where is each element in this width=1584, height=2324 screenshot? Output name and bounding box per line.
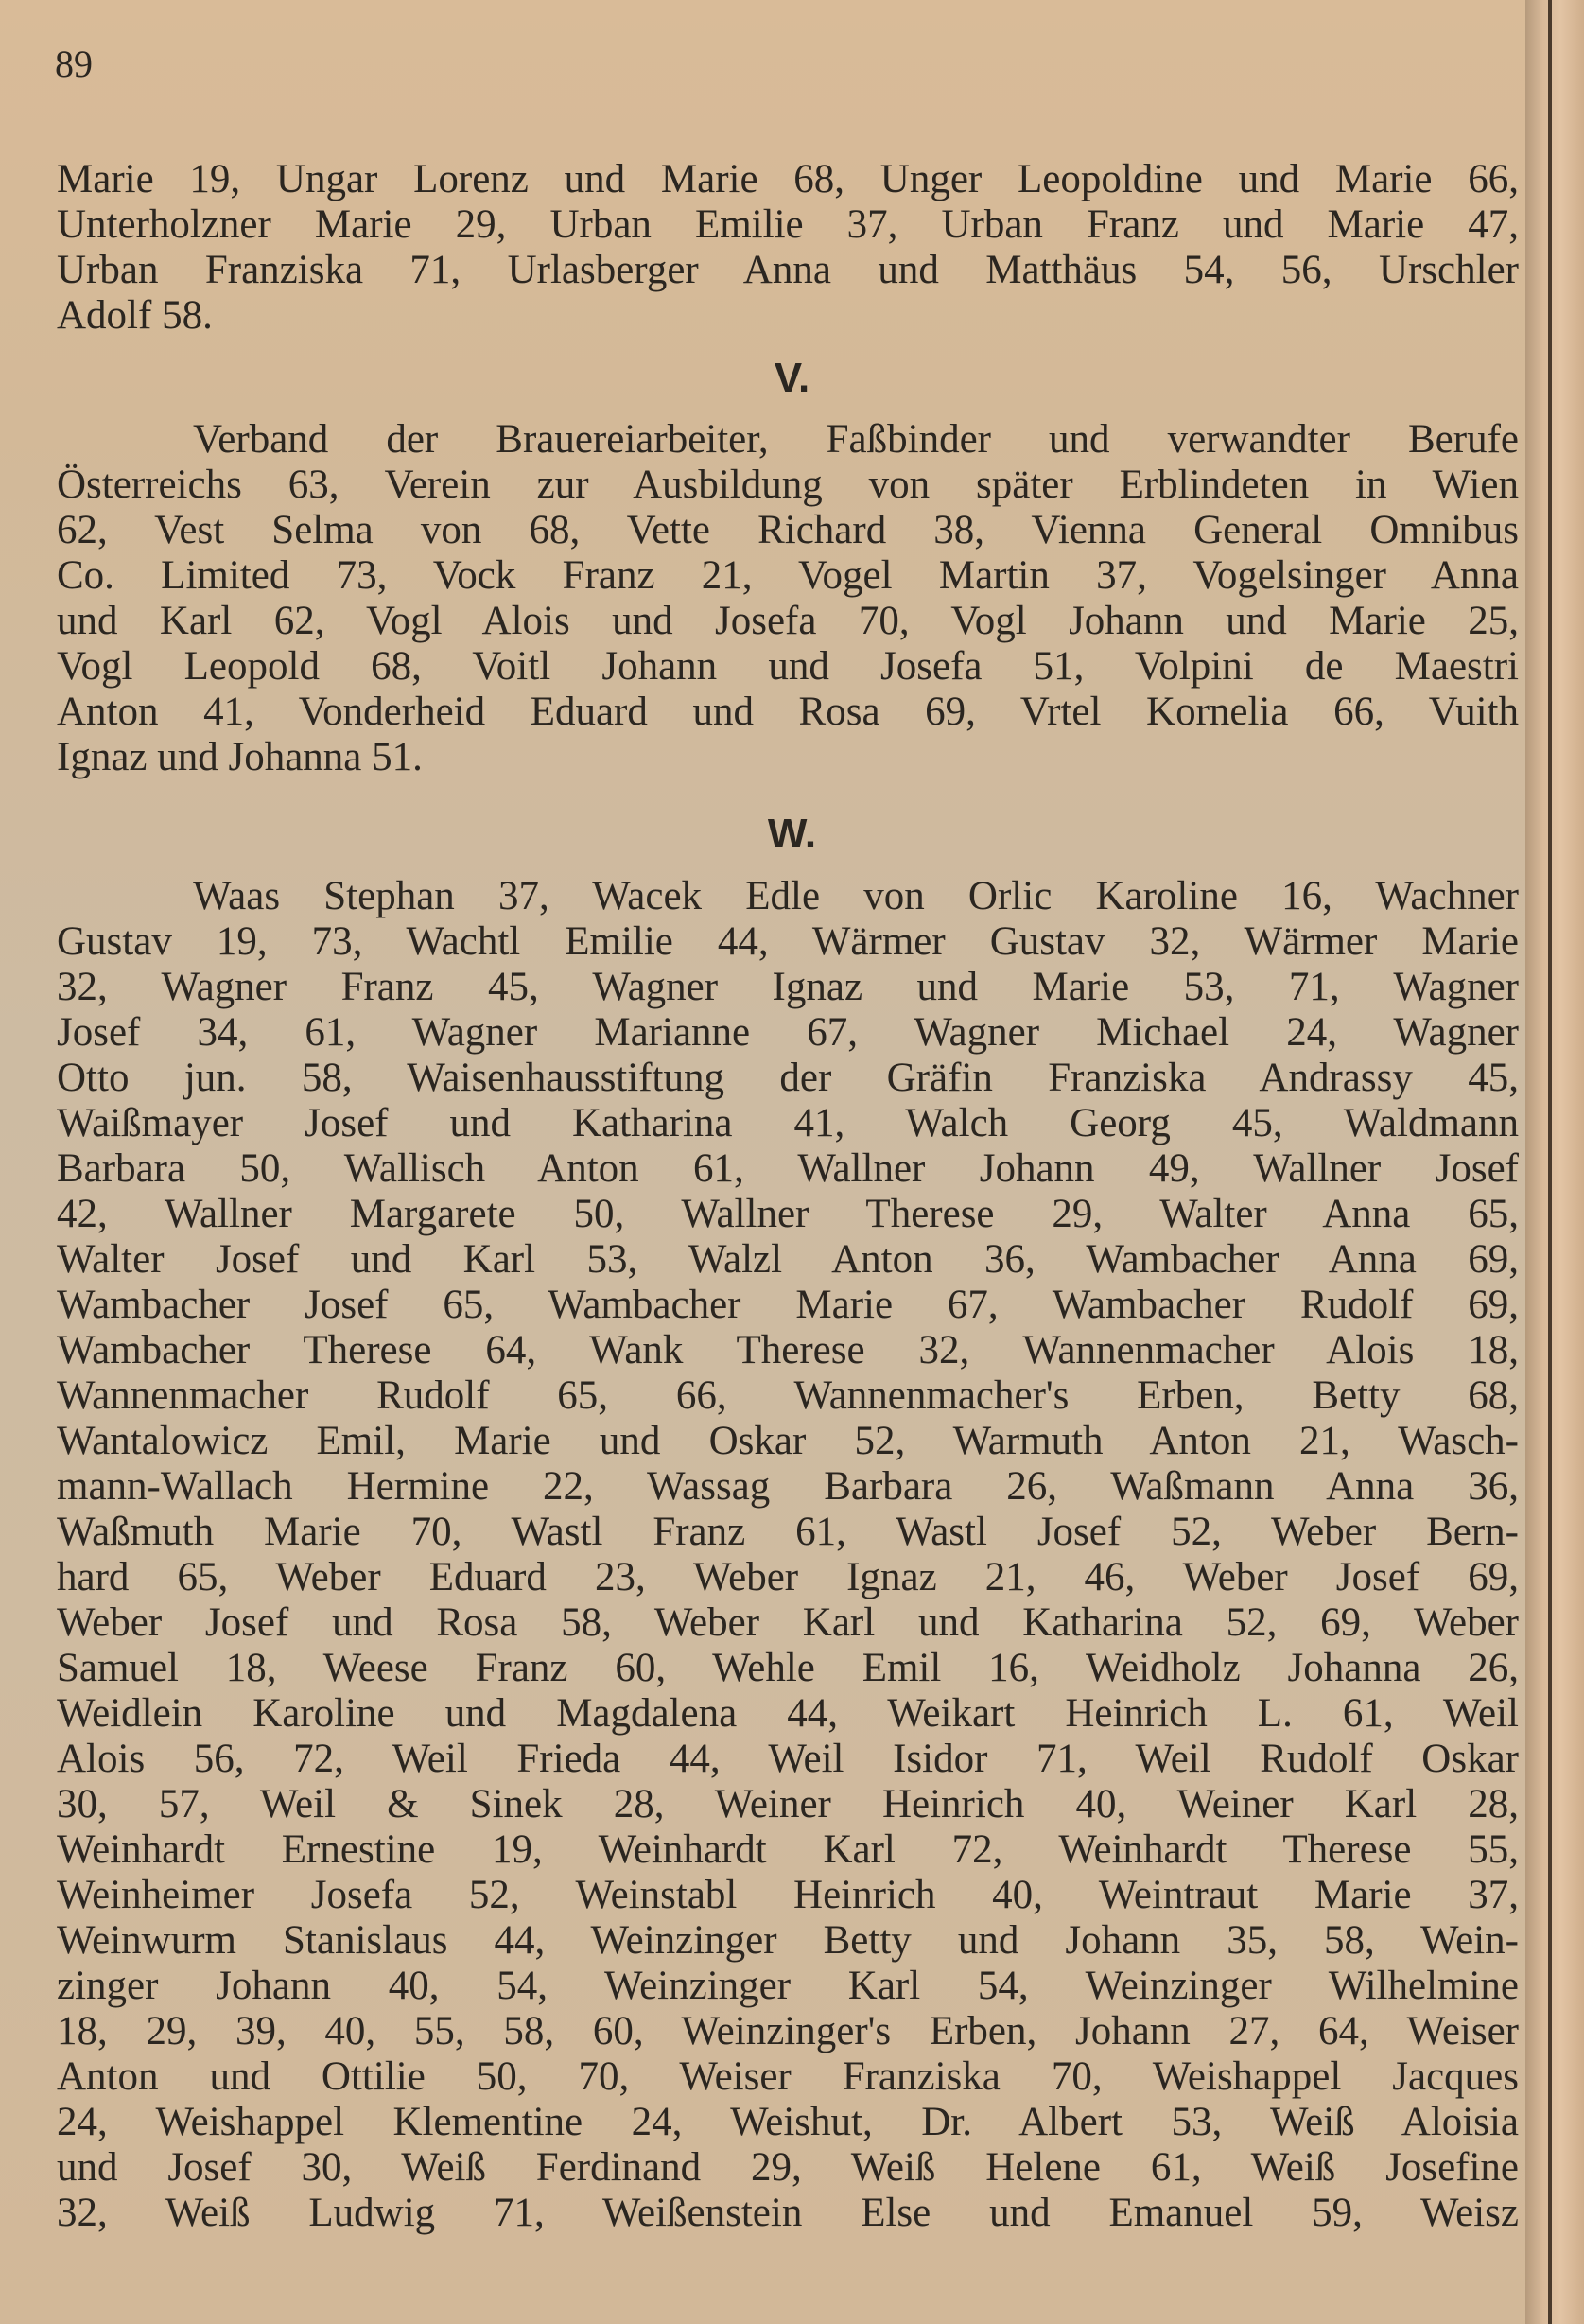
text-line: Anton und Ottilie 50, 70, Weiser Franziska 70, Weishappel Jacques — [57, 2054, 1519, 2099]
text-line: Josef 34, 61, Wagner Marianne 67, Wagner Michael 24, Wagner — [57, 1010, 1519, 1055]
page-edge — [1525, 0, 1584, 2324]
text-line: 24, Weishappel Klementine 24, Weishut, Dr. Albert 53, Weiß Aloisia — [57, 2100, 1519, 2144]
text-line: Adolf 58. — [57, 293, 213, 338]
text-line: Co. Limited 73, Vock Franz 21, Vogel Martin 37, Vogelsinger Anna — [57, 553, 1519, 598]
text-line: Wannenmacher Rudolf 65, 66, Wannenmacher's Erben, Betty 68, — [57, 1373, 1519, 1418]
text-line: Weinwurm Stanislaus 44, Weinzinger Betty und Johann 35, 58, Wein- — [57, 1918, 1519, 1963]
section-u-continuation — [57, 157, 1519, 339]
text-line: Waßmuth Marie 70, Wastl Franz 61, Wastl Josef 52, Weber Bern- — [57, 1510, 1519, 1554]
text-line: Waas Stephan 37, Wacek Edle von Orlic Karoline 16, Wachner — [193, 874, 1519, 918]
text-line: Walter Josef und Karl 53, Walzl Anton 36, Wambacher Anna 69, — [57, 1237, 1519, 1282]
section-v — [57, 417, 1519, 780]
text-line: Weinheimer Josefa 52, Weinstabl Heinrich 40, Weintraut Marie 37, — [57, 1873, 1519, 1917]
section-heading-v: V. — [774, 355, 810, 401]
section-heading-w: W. — [767, 811, 817, 857]
text-line: Alois 56, 72, Weil Frieda 44, Weil Isidor 71, Weil Rudolf Oskar — [57, 1737, 1519, 1781]
text-line: Samuel 18, Weese Franz 60, Wehle Emil 16, Weidholz Johanna 26, — [57, 1646, 1519, 1690]
text-line: 42, Wallner Margarete 50, Wallner Therese 29, Walter Anna 65, — [57, 1192, 1519, 1236]
text-line: Gustav 19, 73, Wachtl Emilie 44, Wärmer Gustav 32, Wärmer Marie — [57, 919, 1519, 964]
text-line: 18, 29, 39, 40, 55, 58, 60, Weinzinger's Erben, Johann 27, 64, Weiser — [57, 2009, 1519, 2053]
text-line: 62, Vest Selma von 68, Vette Richard 38, Vienna General Omnibus — [57, 508, 1519, 552]
text-line: Verband der Brauereiarbeiter, Faßbinder und verwandter Berufe — [193, 417, 1519, 462]
text-line: Weber Josef und Rosa 58, Weber Karl und Katharina 52, 69, Weber — [57, 1600, 1519, 1645]
text-line: Anton 41, Vonderheid Eduard und Rosa 69, Vrtel Kornelia 66, Vuith — [57, 690, 1519, 734]
text-line: 32, Weiß Ludwig 71, Weißenstein Else und Emanuel 59, Weisz — [57, 2191, 1519, 2235]
text-line: Ignaz und Johanna 51. — [57, 735, 423, 779]
text-line: Österreichs 63, Verein zur Ausbildung von später Erblindeten in Wien — [57, 463, 1519, 507]
text-line: Urban Franziska 71, Urlasberger Anna und Matthäus 54, 56, Urschler — [57, 248, 1519, 292]
text-line: Weinhardt Ernestine 19, Weinhardt Karl 72, Weinhardt Therese 55, — [57, 1827, 1519, 1872]
text-line: und Josef 30, Weiß Ferdinand 29, Weiß Helene 61, Weiß Josefine — [57, 2145, 1519, 2190]
text-line: hard 65, Weber Eduard 23, Weber Ignaz 21, 46, Weber Josef 69, — [57, 1555, 1519, 1599]
text-line: Unterholzner Marie 29, Urban Emilie 37, Urban Franz und Marie 47, — [57, 202, 1519, 247]
text-line: zinger Johann 40, 54, Weinzinger Karl 54, Weinzinger Wilhelmine — [57, 1964, 1519, 2008]
text-line: Otto jun. 58, Waisenhausstiftung der Gräfin Franziska Andrassy 45, — [57, 1056, 1519, 1100]
text-line: 32, Wagner Franz 45, Wagner Ignaz und Marie 53, 71, Wagner — [57, 965, 1519, 1009]
text-line: Barbara 50, Wallisch Anton 61, Wallner Johann 49, Wallner Josef — [57, 1146, 1519, 1191]
text-line: Vogl Leopold 68, Voitl Johann und Josefa 51, Volpini de Maestri — [57, 644, 1519, 689]
text-line: Wantalowicz Emil, Marie und Oskar 52, Warmuth Anton 21, Wasch- — [57, 1419, 1519, 1463]
page-number: 89 — [55, 43, 93, 85]
binding-line — [1548, 0, 1552, 2324]
text-line: Weidlein Karoline und Magdalena 44, Weikart Heinrich L. 61, Weil — [57, 1691, 1519, 1736]
section-w — [57, 874, 1519, 2236]
text-line: Wambacher Therese 64, Wank Therese 32, Wannenmacher Alois 18, — [57, 1328, 1519, 1372]
text-line: mann-Wallach Hermine 22, Wassag Barbara 26, Waßmann Anna 36, — [57, 1464, 1519, 1509]
text-line: Wambacher Josef 65, Wambacher Marie 67, Wambacher Rudolf 69, — [57, 1283, 1519, 1327]
text-line: Waißmayer Josef und Katharina 41, Walch Georg 45, Waldmann — [57, 1101, 1519, 1145]
text-line: und Karl 62, Vogl Alois und Josefa 70, Vogl Johann und Marie 25, — [57, 599, 1519, 643]
text-line: Marie 19, Ungar Lorenz und Marie 68, Unger Leopoldine und Marie 66, — [57, 157, 1519, 201]
text-line: 30, 57, Weil & Sinek 28, Weiner Heinrich 40, Weiner Karl 28, — [57, 1782, 1519, 1826]
